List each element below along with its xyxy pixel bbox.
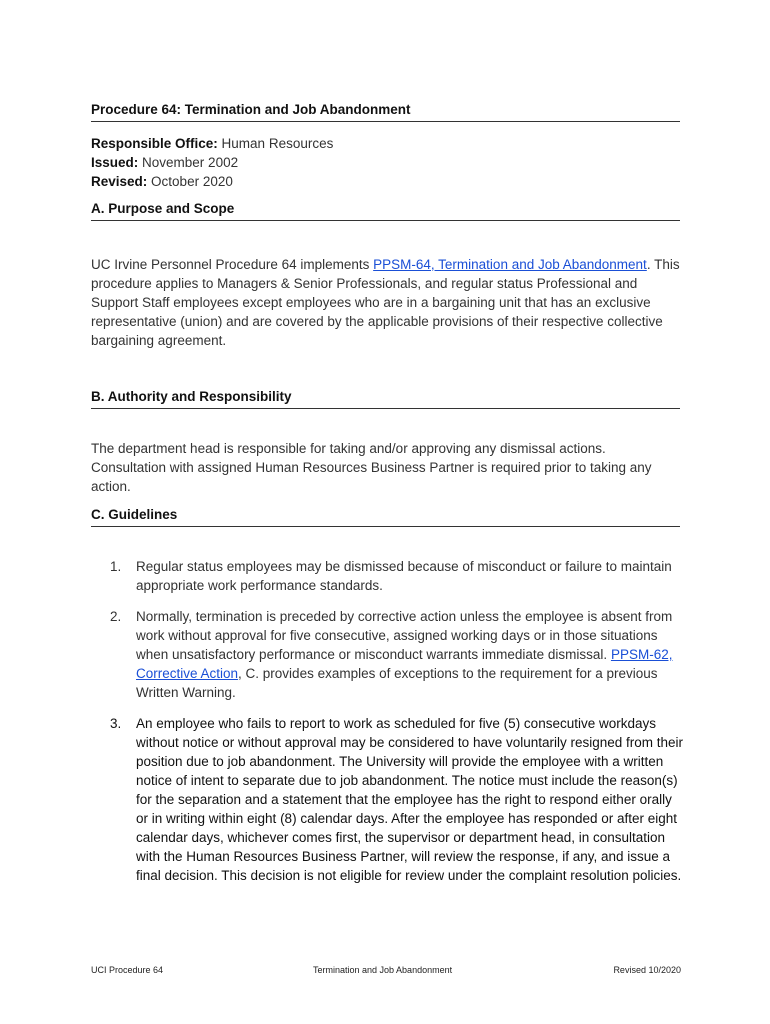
- footer-left: UCI Procedure 64: [91, 965, 164, 975]
- footer-right: Revised 10/2020: [613, 965, 681, 975]
- ppsm-64-link[interactable]: PPSM-64, Termination and Job Abandonment: [373, 257, 647, 272]
- footer-center: Termination and Job Abandonment: [313, 965, 453, 975]
- list-item: [110, 557, 685, 595]
- list-item: [110, 714, 685, 885]
- guidelines-list: [110, 557, 685, 885]
- issued-line: [91, 153, 333, 172]
- list-item: [110, 607, 685, 702]
- section-a-text-2: . This procedure applies to Managers & Senior Professionals, and regular status Professional and Support Staff employees except employees who are in a bargaining unit that has an exclusive representative (union) and are covered by the applicable provisions of their respective collective bargaining agreement.: [91, 257, 680, 348]
- issued-label: Issued:: [91, 155, 139, 170]
- office-line: [91, 134, 333, 153]
- ppsm-62-link[interactable]: PPSM-62, Corrective Action: [136, 647, 673, 681]
- office-value: Human Resources: [221, 136, 334, 151]
- document-title: Procedure 64: Termination and Job Abandonment: [91, 102, 680, 122]
- section-a-heading: A. Purpose and Scope: [91, 201, 680, 221]
- section-b-heading: B. Authority and Responsibility: [91, 389, 680, 409]
- office-label: Responsible Office:: [91, 136, 218, 151]
- section-c-heading: C. Guidelines: [91, 507, 680, 527]
- list-item-text: Regular status employees may be dismissed because of misconduct or failure to maintain appropriate work performance standards.: [136, 559, 672, 593]
- document-meta: [91, 134, 333, 191]
- revised-line: [91, 172, 333, 191]
- issued-value: November 2002: [142, 155, 239, 170]
- list-item-number: 3.: [110, 716, 122, 731]
- section-a-text-1: UC Irvine Personnel Procedure 64 implements: [91, 257, 374, 272]
- section-a-paragraph: [91, 255, 681, 350]
- revised-value: October 2020: [151, 174, 233, 189]
- list-item-text-2: , C. provides examples of exceptions to the requirement for a previous Written Warning.: [136, 666, 658, 700]
- section-b-paragraph: The department head is responsible for taking and/or approving any dismissal actions. Consultation with assigned Human Resources Business Partner is required prior to taking any action.: [91, 441, 652, 494]
- list-item-number: 1.: [110, 559, 122, 574]
- list-item-number: 2.: [110, 609, 122, 624]
- list-item-text: An employee who fails to report to work as scheduled for five (5) consecutive workdays without notice or without approval may be considered to have voluntarily resigned from their position due to job abandonment. The University will provide the employee with a written notice of intent to separate due to job abandonment. The notice must include the reason(s) for the separation and a statement that the employee has the right to respond either orally or in writing within eight (8) calendar days. After the employee has responded or after eight calendar days, whichever comes first, the supervisor or department head, in consultation with the Human Resources Business Partner, will review the response, if any, and issue a final decision. This decision is not eligible for review under the complaint resolution policies.: [136, 716, 684, 883]
- list-item-text-1: Normally, termination is preceded by corrective action unless the employee is absent from work without approval for five consecutive, assigned working days or in those situations when unsatisfactory performance or misconduct warrants immediate dismissal.: [136, 609, 673, 662]
- revised-label: Revised:: [91, 174, 148, 189]
